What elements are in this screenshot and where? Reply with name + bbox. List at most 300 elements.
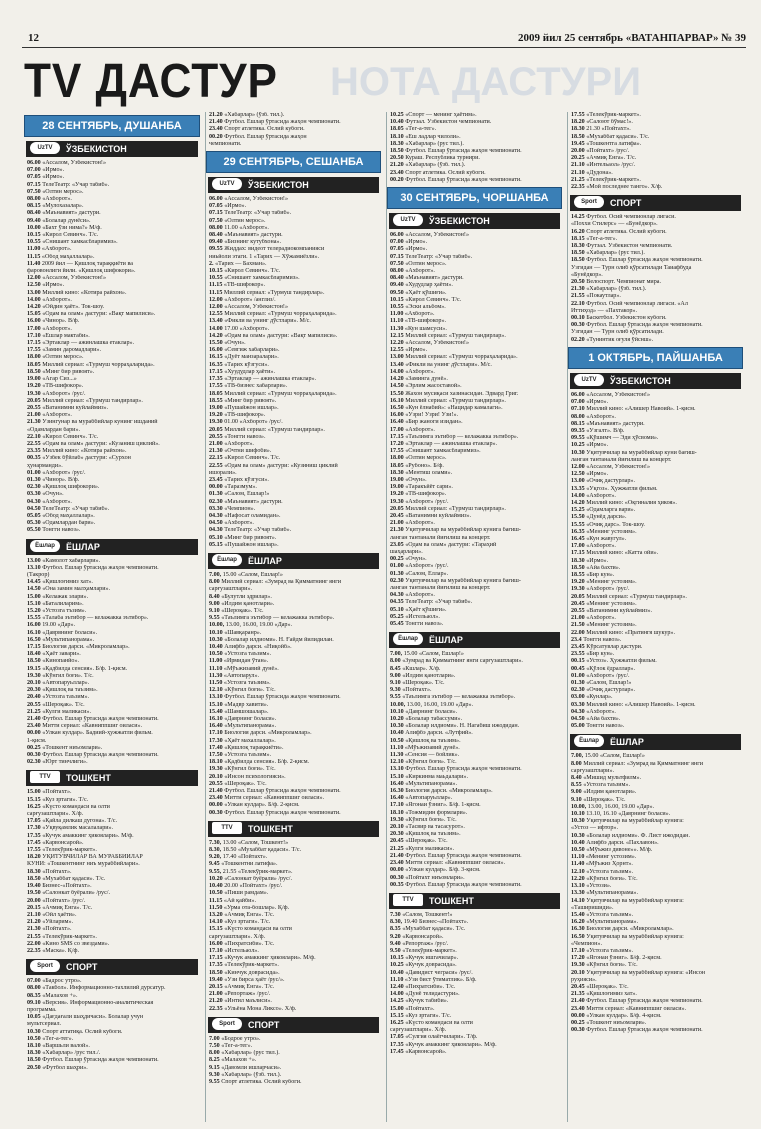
program-time: 20.15 xyxy=(27,904,41,911)
program-time: 17.50 xyxy=(209,752,223,759)
program-item xyxy=(390,621,559,628)
program-title: «Пушайжон ишлар». xyxy=(224,404,279,411)
program-item xyxy=(27,326,197,333)
program-time: 8.30, xyxy=(390,919,403,926)
program-time: 9.55, xyxy=(209,868,222,875)
program-item xyxy=(209,112,378,119)
program-title: ҳунарманди». xyxy=(27,462,63,469)
program-time: 20.10 xyxy=(571,969,585,976)
program-title: «Пиши рамдам». xyxy=(224,890,269,897)
program-title: Митти сериал: «Кавниппшиг оиласи». xyxy=(405,860,506,867)
program-title: КУНИ: «Тошкентнинг ниъ мураббийлари». xyxy=(27,861,140,868)
program-time: 15.20 xyxy=(27,607,41,614)
program-title: «Хабарлар» (рус тил.). xyxy=(221,1050,280,1057)
program-title: «Карвонсарой». xyxy=(42,839,84,846)
program-time: 16.35 xyxy=(209,361,223,368)
program-time: 16.30 xyxy=(390,788,404,795)
program-title: «Ахборот». xyxy=(586,492,616,499)
program-item xyxy=(390,702,559,709)
program-title: «Ахборот» /рус/. xyxy=(586,586,630,593)
program-time: 17.55 xyxy=(209,383,223,390)
program-time: 17.10 xyxy=(27,332,41,339)
program-title: «Обод маҳаллалар». xyxy=(42,512,95,519)
program-time: 7.00, xyxy=(209,571,222,578)
program-title: Миллий сериал: «Турмуш чорраҳаларида». xyxy=(42,361,155,368)
program-time: 2. xyxy=(209,260,214,267)
program-title: «Минг бир ривоят». xyxy=(224,534,277,541)
program-item xyxy=(571,998,740,1005)
program-title: «Истельаол». xyxy=(224,947,259,954)
program-time: 21.00 xyxy=(27,412,41,419)
program-item xyxy=(390,513,559,520)
program-item xyxy=(390,448,559,455)
program-item xyxy=(209,847,378,854)
channel-name: ЁШЛАР xyxy=(429,635,463,646)
program-item xyxy=(571,514,740,521)
program-title: «Киркинма маьдалари». xyxy=(405,773,468,780)
program-title: Миллий кино: «Алишер Навоий». 1-қисм. xyxy=(586,701,696,708)
column-tuesday xyxy=(205,112,381,1122)
program-title: «Давомли ишларчаси». xyxy=(221,1064,282,1071)
program-title: «Хабарлар» (рус тил.). xyxy=(586,250,645,257)
program-title: «Зумрад ва Қимматнинг янги сарғузаштлари». xyxy=(402,658,523,665)
program-time: 21.30 xyxy=(571,286,585,293)
program-title: Спорт атлетика. Ослий кубоги. xyxy=(405,169,486,176)
program-time: 7.00 xyxy=(209,1035,220,1042)
program-time: 8.40 xyxy=(571,775,582,782)
program-item xyxy=(27,840,197,847)
program-title: «Ай қайби». xyxy=(223,897,256,904)
program-title: «Келажак элари». xyxy=(42,593,89,600)
program-time: 03.30 xyxy=(27,491,41,498)
program-time: 19.30 xyxy=(27,390,41,397)
program-time: 13.00 xyxy=(27,289,41,296)
program-time: 14.50 xyxy=(390,383,404,390)
program-item xyxy=(571,804,740,811)
program-time: 8.00 xyxy=(571,760,582,767)
program-time: 21.10 xyxy=(571,169,585,176)
program-item xyxy=(27,297,197,304)
program-item xyxy=(209,984,378,991)
program-item xyxy=(571,322,740,329)
program-time: 22.10 xyxy=(27,433,41,440)
program-item xyxy=(209,694,378,701)
program-time: 03.30 xyxy=(571,701,585,708)
program-item xyxy=(209,340,378,347)
program-item xyxy=(27,738,197,745)
uzbekistan-logo-icon: UzTV xyxy=(393,214,423,226)
program-title: «Карвонсарой». xyxy=(405,1048,447,1055)
program-item xyxy=(27,290,197,297)
program-item xyxy=(571,500,740,507)
channel-header-yoshlar xyxy=(570,734,741,750)
program-item xyxy=(571,876,740,883)
program-item xyxy=(27,254,197,261)
program-title: «Давидист чеграси» /рус/. xyxy=(405,969,473,976)
program-item xyxy=(27,470,197,477)
program-title: «Шероқак». Т/с. xyxy=(42,701,85,708)
program-item xyxy=(390,499,559,506)
program-title: Миллий кино: «Алишер Навоий». 1-қисм. xyxy=(586,406,696,413)
program-time: 13.20 xyxy=(209,911,223,918)
program-item xyxy=(209,326,378,333)
program-item xyxy=(27,412,197,419)
program-time: 10.00, xyxy=(209,622,225,629)
program-time: 13.30 xyxy=(571,890,585,897)
program-title: «Қишлоқ шифокори». xyxy=(42,484,100,491)
program-time: 16.25 xyxy=(390,1019,404,1026)
program-item xyxy=(27,869,197,876)
program-title: Митти сериал: «Кавниппшиг оиласи». xyxy=(586,1005,687,1012)
program-title: «ТВ-шифокор». xyxy=(404,318,447,325)
program-item xyxy=(209,876,378,883)
program-title: «Телекўрик-маркет». xyxy=(42,933,97,940)
program-title: «Ахборот». xyxy=(42,325,72,332)
program-time: 21.55 xyxy=(27,933,41,940)
program-title: «Истельаол». xyxy=(405,613,440,620)
program-item xyxy=(390,470,559,477)
program-time: 09.10 xyxy=(27,999,41,1006)
program-item xyxy=(209,347,378,354)
program-time: 9.15 xyxy=(209,1064,220,1071)
program-time: 13.10 xyxy=(390,766,404,773)
program-title: «Қўшимч — Эди ҳўсвоми». xyxy=(586,435,659,442)
program-time: 23.55 xyxy=(571,651,585,658)
program-item xyxy=(27,586,197,593)
program-item xyxy=(571,464,740,471)
program-time: 20.40 xyxy=(27,694,41,701)
program-item xyxy=(571,912,740,919)
program-time: 17.30 xyxy=(209,737,223,744)
program-item xyxy=(209,304,378,311)
program-time: 00.00 xyxy=(209,802,223,809)
program-time: 07.00 xyxy=(27,167,41,174)
program-item xyxy=(209,687,378,694)
program-time: 09.40 xyxy=(390,282,404,289)
channel-name: ЁШЛАР xyxy=(610,737,644,748)
program-title: «Пойтахт». xyxy=(405,1005,435,1012)
program-item xyxy=(27,513,197,520)
day-header: 28 СЕНТЯБРЬ, ДУШАНБА xyxy=(24,115,200,137)
program-title: Футбол. Ёшлар ўртасида жаҳон чемпионати. xyxy=(405,148,522,155)
program-title: «Очун». xyxy=(405,476,427,483)
program-time: 16.30 xyxy=(571,926,585,933)
program-title: «Юрт тинчлиги». xyxy=(42,759,88,766)
program-item xyxy=(27,225,197,232)
program-title: «Ирмо». xyxy=(42,174,65,181)
program-item xyxy=(27,919,197,926)
program-item xyxy=(27,527,197,534)
program-time: 17.15 xyxy=(571,550,585,557)
program-item xyxy=(390,1006,559,1013)
program-title: «Қишлоқ тарақкиёти». xyxy=(224,744,284,751)
program-item xyxy=(27,261,197,268)
program-title: «Илдим қанотлари». xyxy=(583,789,637,796)
program-item xyxy=(209,955,378,962)
program-title: «Бодрое утро». xyxy=(221,1035,261,1042)
program-title: Футбол. Ёшлар ўртасида жаҳон xyxy=(224,133,307,140)
program-title: Футбол. Ёшлар ўртасида жаҳон чемпионати. xyxy=(42,752,159,759)
program-time: 14.10 xyxy=(571,897,585,904)
program-item xyxy=(390,948,559,955)
program-time: 10.30 xyxy=(209,636,223,643)
program-title: «Шероқак». Т/с. xyxy=(586,983,629,990)
program-item xyxy=(209,275,378,282)
program-title: «Севгиж хабарлари». xyxy=(224,347,280,354)
program-time: 22.00 xyxy=(571,629,585,636)
program-item xyxy=(27,196,197,203)
program-title: Футбол. Ёшлар ўртасида жаҳон чемпионати. xyxy=(42,716,159,723)
program-title: Спорт атлетика. Ослий кубоги. xyxy=(224,126,305,133)
program-time: 16.35 xyxy=(571,528,585,535)
program-item xyxy=(571,543,740,550)
program-item xyxy=(571,984,740,991)
program-title: «Таълимга эътибор — келажакка эътибор». xyxy=(402,694,516,701)
program-title: «Ахборот». xyxy=(586,413,616,420)
program-time: 12.50 xyxy=(27,282,41,289)
sport-logo-icon: Sport xyxy=(574,196,604,208)
program-time: 18.50 xyxy=(27,875,41,882)
program-time: 16.20 xyxy=(571,919,585,926)
program-item xyxy=(209,218,378,225)
program-item xyxy=(571,337,740,344)
program-title: «Мультипанорама». xyxy=(586,919,638,926)
program-time: 01.30 xyxy=(27,476,41,483)
program-title: ТелеТеатр: «Учар табиб». xyxy=(405,253,473,260)
program-time: 21.30 xyxy=(209,448,223,455)
program-item xyxy=(27,565,197,572)
program-time: 9.55 xyxy=(390,694,401,701)
program-time: 21.30 xyxy=(27,926,41,933)
program-item xyxy=(27,499,197,506)
program-title: «Менинг устозим». xyxy=(586,528,637,535)
program-title: «Ватанимни куйлаймиз». xyxy=(42,404,109,411)
program-item xyxy=(27,239,197,246)
program-time: 19.20 xyxy=(390,491,404,498)
program-title: «Мадвр хавити». xyxy=(224,701,269,708)
program-time: 19.50 xyxy=(27,890,41,897)
program-item xyxy=(209,673,378,680)
program-time: 16.50 xyxy=(571,933,585,940)
program-item xyxy=(27,948,197,955)
program-title: Футбол. Осий чемпионлар лигаси. «Ал xyxy=(586,300,688,307)
program-time: 9.20, xyxy=(209,854,222,861)
program-item xyxy=(209,520,378,527)
program-time: 20.10 xyxy=(390,824,404,831)
program-item xyxy=(27,608,197,615)
program-title: «Фикли ва унинг дўстлари». М/с. xyxy=(405,361,492,368)
program-title: «Уқвуқамлик масалалари». xyxy=(42,825,114,832)
program-time: 11.10 xyxy=(390,744,404,751)
program-item xyxy=(27,434,197,441)
channel-header-yoshlar xyxy=(26,539,198,555)
program-time: 17.35 xyxy=(209,962,223,969)
program-time: 11.30 xyxy=(209,672,223,679)
channel-name: ТОШКЕНТ xyxy=(248,823,293,834)
program-time: 08.00 xyxy=(27,196,41,203)
program-time: 14.20 xyxy=(209,332,223,339)
program-title: Миллий сериал: «Зумрад ва Қимматнинг янги xyxy=(583,760,703,767)
program-item xyxy=(390,926,559,933)
program-time: 17.00 xyxy=(571,543,585,550)
program-time: 20.50 xyxy=(390,155,404,162)
program-title: Митти сериал: «Кавниппшиг оиласи». xyxy=(224,795,325,802)
program-time: 11.15 xyxy=(209,897,223,904)
program-item xyxy=(390,745,559,752)
program-item xyxy=(390,419,559,426)
program-item xyxy=(27,759,197,766)
program-item xyxy=(390,846,559,853)
program-title: «Ассалом, Ўзбекистон!» xyxy=(42,275,107,282)
program-item xyxy=(390,477,559,484)
program-item xyxy=(27,1050,197,1057)
program-title: «Ахборот» /рус/. xyxy=(42,469,86,476)
program-time: 10.25 xyxy=(571,442,585,449)
program-item xyxy=(571,926,740,933)
program-title: Баскетбол. Ўзбекистон кубоги. xyxy=(586,315,667,322)
program-title: «Тег-а-тег». xyxy=(221,1042,253,1049)
program-title: ТелеТеатр: «Учар табиб». xyxy=(405,599,473,606)
program-item xyxy=(27,985,197,992)
program-time: 09.50 xyxy=(390,289,404,296)
program-title: «Бир жаноги изидан». xyxy=(405,419,463,426)
program-time: 04.30 xyxy=(390,592,404,599)
program-item xyxy=(27,1043,197,1050)
program-item xyxy=(209,297,378,304)
program-title: «Ирмо». xyxy=(586,557,609,564)
program-title: 15.00 «Салом, Ёшлар!» xyxy=(584,753,645,760)
program-time: 00.30 xyxy=(571,322,585,329)
program-title: «Телекўрик-маркет». xyxy=(586,112,641,118)
program-item xyxy=(571,644,740,651)
program-title: «Ассалом, Ўзбекистон!» xyxy=(42,160,107,166)
program-item xyxy=(390,1020,559,1027)
program-item xyxy=(27,484,197,491)
program-title: «Кинопанйо». xyxy=(42,658,80,665)
program-item xyxy=(209,448,378,455)
program-title: «Тошкент ниъомлари». xyxy=(42,744,103,751)
program-title: Футбол. Ёшлар ўртасида жаҳон чемпионати. xyxy=(405,766,522,773)
program-item xyxy=(27,1014,197,1021)
program-title: «Қишлоқ ва таъзим». xyxy=(405,831,461,838)
program-item xyxy=(571,833,740,840)
program-time: 8.35 xyxy=(390,926,401,933)
program-item xyxy=(390,716,559,723)
channel-header-sport xyxy=(26,959,198,975)
program-item xyxy=(571,615,740,622)
program-item xyxy=(209,203,378,210)
program-time: 17.10 xyxy=(390,802,404,809)
program-title: «Телекўрик-маркет». xyxy=(224,962,279,969)
program-time: 10.40 xyxy=(571,839,585,846)
program-title: «Маска». Қ/ф. xyxy=(42,947,80,954)
program-title: шаҳарлари». xyxy=(390,548,423,555)
program-title: Ўқитувчилар ва мураббийлар кунига: xyxy=(586,818,684,825)
program-title: «Ватанимни куйлаймиз». xyxy=(586,607,653,614)
program-title: «Очун». xyxy=(224,340,246,347)
program-item xyxy=(390,549,559,556)
program-item xyxy=(209,759,378,766)
program-time: 19.30 xyxy=(571,586,585,593)
program-item xyxy=(209,434,378,441)
program-item xyxy=(209,810,378,817)
program-title: «Менинг устозим». xyxy=(585,854,637,861)
program-item xyxy=(27,246,197,253)
program-item xyxy=(27,883,197,890)
program-title: «Қайла дилкаш дугона». Т/с. xyxy=(42,818,118,825)
program-time: 20.45 xyxy=(571,983,585,990)
program-time: 18.05 xyxy=(27,361,41,368)
program-title: Спорт атлетика. Ослий кубоги. xyxy=(221,1078,302,1085)
program-time: 20.50 xyxy=(571,279,585,286)
program-time: 20.05 xyxy=(571,593,585,600)
program-item xyxy=(390,962,559,969)
program-time: 10.30 xyxy=(390,723,404,730)
channel-name: ЎЗБЕКИСТОН xyxy=(66,144,127,154)
program-time: 15.00 xyxy=(27,789,41,796)
program-item xyxy=(209,890,378,897)
program-title: «Снишант хамкасбларимиз». xyxy=(405,448,481,455)
program-time: 20.55 xyxy=(209,433,223,440)
program-time: 01.00 xyxy=(390,563,404,570)
program-time: 14.45 xyxy=(27,579,41,586)
program-time: 05.45 xyxy=(390,621,404,627)
program-time: 10.20 xyxy=(209,875,223,882)
program-title: Футбол. Ёшлар ўртасида жаҳон чемпионати. xyxy=(405,852,522,859)
program-time: 9.45 xyxy=(209,861,220,868)
program-time: 20.55 xyxy=(571,607,585,614)
program-list xyxy=(206,1036,381,1086)
program-title: «Чемпион». xyxy=(224,505,256,512)
program-time: 03.30 xyxy=(209,505,223,512)
program-time: 17.15 xyxy=(27,340,41,347)
program-time: 23.40 xyxy=(209,126,223,133)
program-time: 16.40 xyxy=(390,419,404,426)
program-title: Миллий сериал: «Турмуш тандирлар». xyxy=(405,332,506,339)
program-title: «Мўъжиз дивоне»». М/ф. xyxy=(586,847,653,854)
program-time: 18.10 xyxy=(390,809,404,816)
program-title: мультсериал. xyxy=(27,1021,62,1028)
program-time: 12.40 xyxy=(390,983,404,990)
program-time: 07.05 xyxy=(27,174,41,181)
program-title: «Такбол». Информационно-тахлилий дурсатур. xyxy=(42,985,166,992)
program-time: 21.55 xyxy=(571,293,585,300)
program-item xyxy=(27,333,197,340)
program-time: 18.55 xyxy=(209,397,223,404)
program-title: 17.40 «Пойтахт». xyxy=(222,854,268,861)
program-title: «Одам ва олам» дастури: «Тараҳий xyxy=(405,541,497,548)
program-item xyxy=(390,383,559,390)
program-title: «Минг бир ривоят». xyxy=(224,397,277,404)
program-title: «Ахборот». xyxy=(586,615,616,622)
program-title: «Болалар илдиоми». Н. Нагабиш ижодидан. xyxy=(405,723,520,730)
program-time: 10.15 xyxy=(209,268,223,275)
program-title: «Илдим қанотлари». xyxy=(221,600,275,607)
program-time: 21.20 xyxy=(209,998,223,1005)
program-title: «Малахов +». xyxy=(42,992,78,999)
program-time: 20.05 xyxy=(27,397,41,404)
program-title: «Ҳаёт завари». xyxy=(42,651,81,658)
program-item xyxy=(571,1027,740,1034)
program-title: Ўқитувчилар ва мураббийлар кунига бағиш- xyxy=(405,577,521,584)
program-item xyxy=(390,318,559,325)
program-item xyxy=(571,141,740,148)
program-title: «Илдим қанотлари». xyxy=(402,672,456,679)
program-title: «Кўнгил боғи». Т/с. xyxy=(586,962,638,969)
program-time: 00.35 xyxy=(390,881,404,888)
program-title: Биология дарси. «Микроламлар». xyxy=(586,926,674,933)
program-item xyxy=(571,428,740,435)
